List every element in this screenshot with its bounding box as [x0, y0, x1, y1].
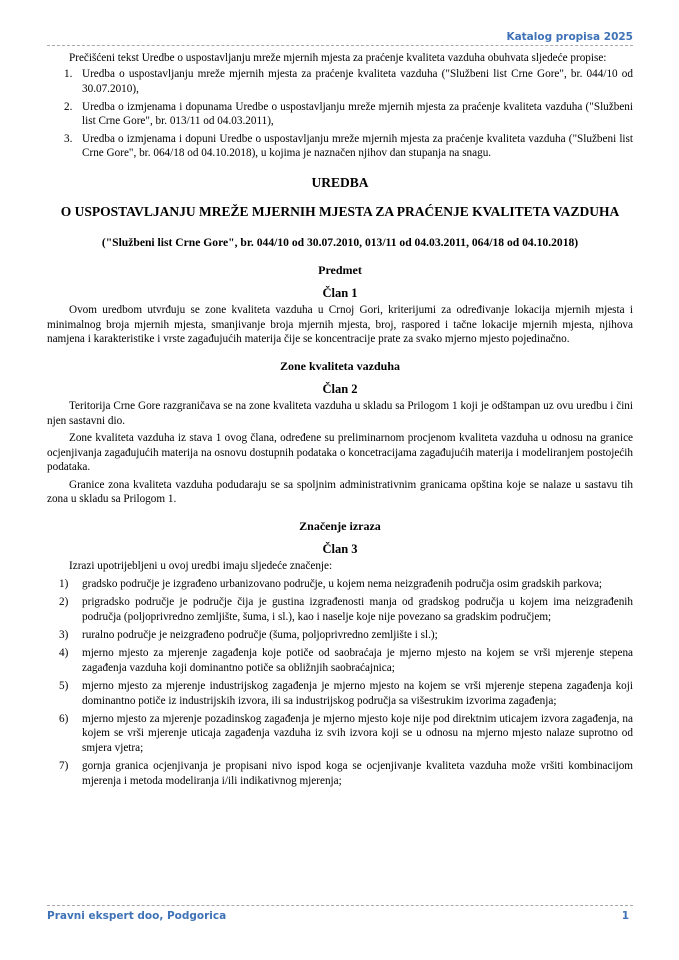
definitions-list [47, 577, 633, 788]
section-heading-predmet: Predmet [318, 263, 362, 278]
article-2-paragraph-3: Granice zona kvaliteta vazduha podudaraju se sa spoljnim administrativnim granicama opština koje se nalaze u sastavu tih zona u skladu sa Prilogom 1. [47, 478, 633, 505]
document-subtitle: O USPOSTAVLJANJU MREŽE MJERNIH MJESTA ZA PRAĆENJE KVALITETA VAZDUHA [60, 203, 620, 219]
article-heading-2: Član 2 [322, 382, 358, 397]
list-item [47, 628, 633, 642]
amendments-list [47, 67, 633, 160]
list-item-number: 3. [64, 133, 73, 146]
list-item-text: mjerno mjesto za mjerenje zagađenja koje potiče od saobraćaja je mjerno mjesto na kojem se vrši mjerenje stepena zagađenja vazduha koji dominantno potiče sa obližnjih saobraćajnica; [82, 647, 633, 674]
section-heading-znacenje: Značenje izraza [299, 519, 381, 534]
list-item [47, 577, 633, 591]
article-heading-3: Član 3 [322, 542, 358, 557]
list-item [47, 100, 633, 129]
list-item-text: gradsko područje je izgrađeno urbanizovano područje, u kojem nema neizgrađenih područja osim gradskih parkova; [82, 577, 603, 590]
list-item-text: Uredba o uspostavljanju mreže mjernih mjesta za praćenje kvaliteta vazduha ("Službeni list Crne Gore", br. 044/10 od 30.07.2010), [82, 68, 633, 95]
list-item [47, 712, 633, 755]
list-item-number: 3) [59, 628, 69, 641]
list-item-number: 2) [59, 596, 69, 609]
document-title: UREDBA [311, 174, 369, 190]
header-title: Katalog propisa 2025 [506, 31, 633, 43]
list-item [47, 679, 633, 708]
article-3-lead: Izrazi upotrijebljeni u ovoj uredbi imaju sljedeće značenje: [69, 560, 333, 573]
page-header [47, 31, 633, 46]
list-item-text: ruralno područje je neizgrađeno područje (šuma, poljoprivredno zemljište i sl.); [82, 628, 438, 641]
list-item-number: 4) [59, 647, 69, 660]
list-item-number: 1. [64, 68, 73, 81]
list-item-text: mjerno mjesto za mjerenje pozadinskog zagađenja je mjerno mjesto koje nije pod direktnim uticajem izvora zagađenja, na kojem se vrši mjerenje uticaja zagađenja vazduha iz svih izvora koji se u odnosu na mjerno mjesto nalaze suprotno od smjera vjetra; [82, 712, 633, 754]
list-item-number: 5) [59, 680, 69, 693]
gazette-reference: ("Službeni list Crne Gore", br. 044/10 od 30.07.2010, 013/11 od 04.03.2011, 064/18 od 04.10.2018) [101, 235, 579, 249]
article-2-paragraph-2: Zone kvaliteta vazduha iz stava 1 ovog člana, određene su preliminarnom procjenom kvaliteta vazduha u odnosu na granice ocjenjivanja zagađujućih materija na osnovu dostupnih podataka o koncetracijama zagađujućih materija i modeliranjem postojećih podataka. [47, 432, 633, 474]
list-item-number: 1) [59, 577, 69, 590]
page-number: 1 [621, 910, 629, 922]
list-item [47, 759, 633, 788]
list-item-text: prigradsko područje je područje čija je gustina izgrađenosti manja od gradskog područja u kojem ima neizgrađenih područja (poljoprivredno zemljište, šuma, i sl.), kao i naselje koje nije povezano sa gradskim područjem; [82, 596, 633, 623]
list-item-text: mjerno mjesto za mjerenje industrijskog zagađenja je mjerno mjesto na kojem se vrši mjerenje stepena zagađenja koji dominantno potiče iz industrijskih izvora, ili sa industrijskog područja sa višestrukim izvorima zagađenja; [82, 680, 633, 707]
article-heading-1: Član 1 [322, 286, 358, 301]
list-item [47, 67, 633, 96]
article-2-paragraph-1: Teritorija Crne Gore razgraničava se na zone kvaliteta vazduha u skladu sa Prilogom 1 koji je odštampan uz ovu uredbu i čini njen sastavni dio. [47, 400, 633, 427]
list-item-number: 2. [64, 100, 73, 113]
section-heading-zone: Zone kvaliteta vazduha [279, 359, 400, 374]
list-item [47, 646, 633, 675]
list-item [47, 595, 633, 624]
list-item [47, 132, 633, 161]
article-1-paragraph: Ovom uredbom utvrđuju se zone kvaliteta vazduha u Crnoj Gori, kriterijumi za određivanje lokacija mjernih mjesta i minimalnog broja mjernih mjesta, smanjivanje broja mjernih mjesta, broj, raspored i tačne lokacije mjernih mjesta, njihova namjena i karakteristike i vrste zagađujućih materija čije se koncentracije prate za svako mjerno mjesto pojedinačno. [47, 304, 633, 346]
list-item-number: 6) [59, 712, 69, 725]
list-item-text: gornja granica ocjenjivanja je propisani nivo ispod koga se ocjenjivanje kvaliteta vazduha može vršiti kombinacijom mjerenja i metoda modeliranja i/ili indikativnog mjerenja; [82, 760, 633, 787]
list-item-text: Uredba o izmjenama i dopunama Uredbe o uspostavljanju mreže mjernih mjesta za praćenje kvaliteta vazduha ("Službeni list Crne Gore", br. 013/11 od 04.03.2011), [82, 100, 633, 128]
intro-lead: Prečišćeni tekst Uredbe o uspostavljanju mreže mjernih mjesta za praćenje kvaliteta vazduha obuhvata sljedeće propise: [69, 52, 607, 64]
footer-publisher: Pravni ekspert doo, Podgorica [47, 910, 227, 922]
list-item-number: 7) [59, 760, 69, 773]
list-item-text: Uredba o izmjenama i dopuni Uredbe o uspostavljanju mreže mjernih mjesta za praćenje kvaliteta vazduha ("Službeni list Crne Gore", br. 064/18 od 04.10.2018), u kojima je naznačen njihov dan stupanja na snagu. [82, 133, 633, 160]
page-footer [47, 905, 633, 922]
document-body [47, 51, 633, 792]
